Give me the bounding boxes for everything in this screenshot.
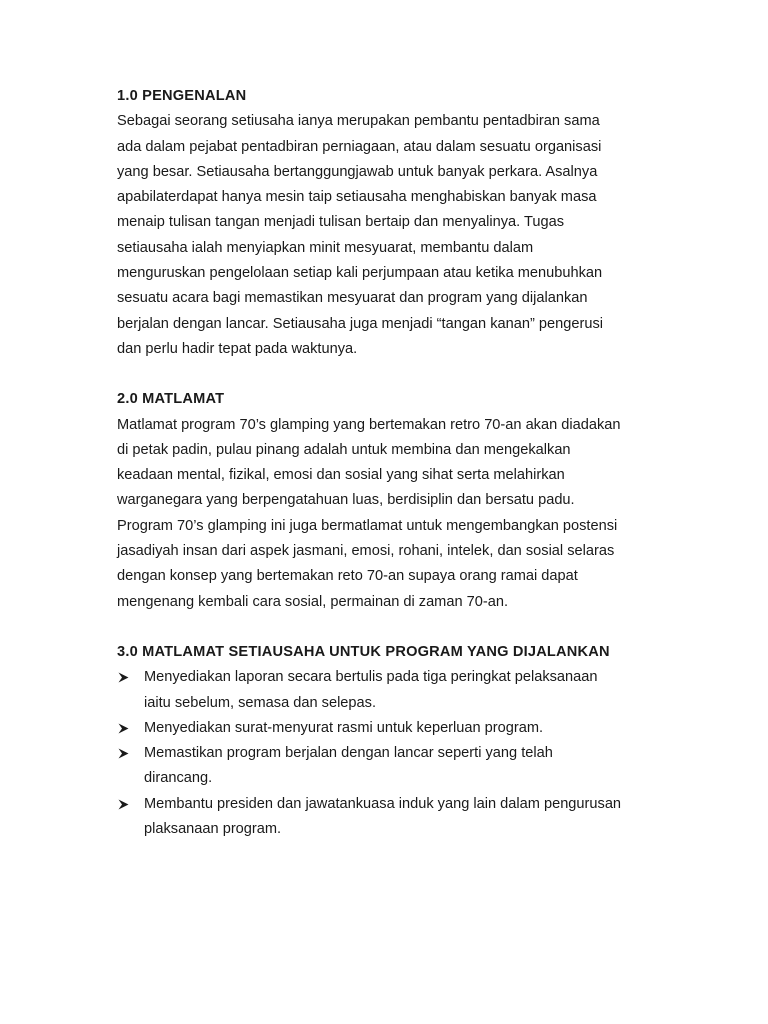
paragraph-line: di petak padin, pulau pinang adalah untuk membina dan mengekalkan [117, 441, 571, 458]
document-page [117, 84, 657, 842]
arrowhead-bullet-icon [117, 741, 131, 774]
bullet-list [117, 665, 657, 842]
section-matlamat [117, 387, 657, 615]
paragraph-line: sesuatu acara bagi memastikan mesyuarat dan program yang dijalankan [117, 290, 588, 307]
section-pengenalan [117, 84, 657, 362]
paragraph-line: Program 70’s glamping ini juga bermatlamat untuk mengembangkan postensi [117, 517, 618, 534]
section-heading: 3.0 MATLAMAT SETIAUSAHA UNTUK PROGRAM YANG DIJALANKAN [117, 643, 610, 660]
section-paragraph [117, 413, 657, 615]
list-item-line: iaitu sebelum, semasa dan selepas. [144, 694, 377, 711]
paragraph-line: menaip tulisan tangan menjadi tulisan bertaip dan menyalinya. Tugas [117, 214, 565, 231]
arrowhead-bullet-icon [117, 792, 131, 825]
paragraph-line: setiausaha ialah menyiapkan minit mesyuarat, membantu dalam [117, 239, 534, 256]
paragraph-line: ada dalam pejabat pentadbiran perniagaan, atau dalam sesuatu organisasi [117, 138, 602, 155]
section-matlamat-setiausaha [117, 640, 657, 842]
paragraph-line: yang besar. Setiausaha bertanggungjawab untuk banyak perkara. Asalnya [117, 163, 598, 180]
section-heading: 1.0 PENGENALAN [117, 88, 247, 104]
list-item [117, 741, 657, 792]
list-item-line: dirancang. [144, 770, 213, 787]
paragraph-line: warganegara yang berpengatahuan luas, berdisiplin dan bersatu padu. [117, 492, 575, 509]
paragraph-line: menguruskan pengelolaan setiap kali perjumpaan atau ketika menubuhkan [117, 265, 603, 282]
paragraph-line: mengenang kembali cara sosial, permainan di zaman 70-an. [117, 593, 509, 610]
paragraph-line: apabilaterdapat hanya mesin taip setiausaha menghabiskan banyak masa [117, 189, 597, 206]
paragraph-line: keadaan mental, fizikal, emosi dan sosial yang sihat serta melahirkan [117, 467, 565, 484]
list-item-line: Menyediakan laporan secara bertulis pada tiga peringkat pelaksanaan [144, 669, 598, 686]
list-item-line: Membantu presiden dan jawatankuasa induk yang lain dalam pengurusan [144, 795, 622, 812]
list-item [117, 792, 657, 843]
paragraph-line: jasadiyah insan dari aspek jasmani, emosi, rohani, intelek, dan sosial selaras [117, 543, 615, 560]
paragraph-line: Matlamat program 70’s glamping yang bertemakan retro 70-an akan diadakan [117, 416, 621, 433]
list-item-line: plaksanaan program. [144, 821, 282, 838]
section-heading: 2.0 MATLAMAT [117, 391, 225, 408]
paragraph-line: berjalan dengan lancar. Setiausaha juga menjadi “tangan kanan” pengerusi [117, 315, 603, 332]
list-item [117, 665, 657, 716]
paragraph-line: dan perlu hadir tepat pada waktunya. [117, 340, 358, 357]
arrowhead-bullet-icon [117, 665, 131, 698]
list-item-line: Memastikan program berjalan dengan lancar seperti yang telah [144, 745, 553, 762]
paragraph-line: Sebagai seorang setiusaha ianya merupakan pembantu pentadbiran sama [117, 113, 600, 130]
section-paragraph [117, 109, 657, 362]
paragraph-line: dengan konsep yang bertemakan reto 70-an supaya orang ramai dapat [117, 568, 578, 585]
list-item [117, 716, 657, 741]
list-item-line: Menyediakan surat-menyurat rasmi untuk keperluan program. [144, 719, 544, 736]
